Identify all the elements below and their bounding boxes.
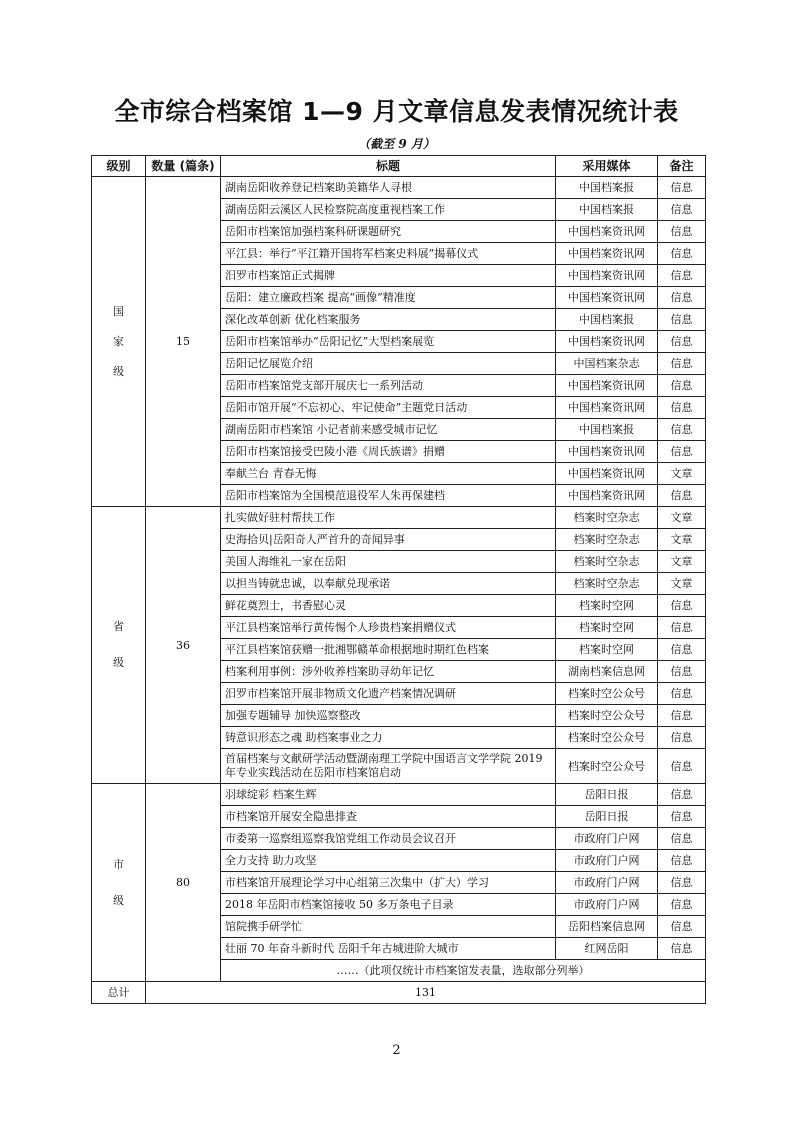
header-count: 数量 (篇条) xyxy=(146,156,221,177)
remark-cell: 文章 xyxy=(658,463,706,485)
table-row xyxy=(92,784,706,806)
article-title-cell: 深化改革创新 优化档案服务 xyxy=(221,309,556,331)
level-char: 级 xyxy=(113,364,124,378)
article-title-cell: 岳阳：建立廉政档案 提高“画像”精准度 xyxy=(221,287,556,309)
remark-cell: 文章 xyxy=(658,551,706,573)
remark-cell: 信息 xyxy=(658,287,706,309)
article-title-cell: 壮丽 70 年奋斗新时代 岳阳千年古城进阶大城市 xyxy=(221,938,556,960)
media-cell: 档案时空网 xyxy=(556,617,658,639)
article-title-cell: 铸意识形态之魂 助档案事业之力 xyxy=(221,727,556,749)
media-cell: 岳阳日报 xyxy=(556,806,658,828)
header-article: 标题 xyxy=(221,156,556,177)
article-title-cell: 湖南岳阳云溪区人民检察院高度重视档案工作 xyxy=(221,199,556,221)
media-cell: 中国档案资讯网 xyxy=(556,485,658,507)
article-title-cell: 扎实做好驻村帮扶工作 xyxy=(221,507,556,529)
article-title-cell: 岳阳记忆展览介绍 xyxy=(221,353,556,375)
table-body xyxy=(92,177,706,1004)
remark-cell: 文章 xyxy=(658,529,706,551)
remark-cell: 信息 xyxy=(658,265,706,287)
page-subtitle: （截至 9 月） xyxy=(358,137,435,151)
remark-cell: 信息 xyxy=(658,177,706,199)
level-cell xyxy=(92,784,146,982)
article-title-cell: 岳阳市档案馆接受巴陵小港《周氏族谱》捐赠 xyxy=(221,441,556,463)
media-cell: 档案时空杂志 xyxy=(556,573,658,595)
article-title-cell: 馆院携手研学忙 xyxy=(221,916,556,938)
article-title-cell: 奉献兰台 青春无悔 xyxy=(221,463,556,485)
article-title-cell: 岳阳市档案馆举办“岳阳记忆”大型档案展览 xyxy=(221,331,556,353)
article-title-cell: 湖南岳阳收养登记档案助美籍华人寻根 xyxy=(221,177,556,199)
media-cell: 市政府门户网 xyxy=(556,872,658,894)
header-level: 级别 xyxy=(92,156,146,177)
media-cell: 红网岳阳 xyxy=(556,938,658,960)
media-cell: 档案时空杂志 xyxy=(556,529,658,551)
remark-cell: 信息 xyxy=(658,595,706,617)
page-number: 2 xyxy=(392,1043,401,1058)
media-cell: 档案时空公众号 xyxy=(556,727,658,749)
article-title-cell: 档案利用事例：涉外收养档案助寻幼年记忆 xyxy=(221,661,556,683)
remark-cell: 信息 xyxy=(658,375,706,397)
remark-cell: 信息 xyxy=(658,419,706,441)
article-title-cell: 2018 年岳阳市档案馆接收 50 多万条电子目录 xyxy=(221,894,556,916)
header-media: 采用媒体 xyxy=(556,156,658,177)
remark-cell: 信息 xyxy=(658,331,706,353)
media-cell: 档案时空公众号 xyxy=(556,749,658,784)
level-char: 国 xyxy=(113,304,124,318)
level-char: 级 xyxy=(113,656,124,669)
level-cell xyxy=(92,177,146,507)
header-remark: 备注 xyxy=(658,156,706,177)
media-cell: 中国档案资讯网 xyxy=(556,221,658,243)
media-cell: 中国档案报 xyxy=(556,309,658,331)
table-row xyxy=(92,177,706,199)
remark-cell: 信息 xyxy=(658,199,706,221)
remark-cell: 信息 xyxy=(658,639,706,661)
remark-cell: 信息 xyxy=(658,309,706,331)
remark-cell: 信息 xyxy=(658,441,706,463)
level-char: 家 xyxy=(113,334,124,348)
remark-cell: 信息 xyxy=(658,617,706,639)
article-title-cell: 岳阳市档案馆党支部开展庆七一系列活动 xyxy=(221,375,556,397)
article-title-cell: 市档案馆开展理论学习中心组第三次集中（扩大）学习 xyxy=(221,872,556,894)
article-title-cell: 美国人海维礼一家在岳阳 xyxy=(221,551,556,573)
statistics-table xyxy=(91,155,706,1004)
remark-cell: 信息 xyxy=(658,938,706,960)
remark-cell: 信息 xyxy=(658,661,706,683)
media-cell: 中国档案资讯网 xyxy=(556,243,658,265)
media-cell: 档案时空公众号 xyxy=(556,683,658,705)
remark-cell: 文章 xyxy=(658,507,706,529)
article-title-cell: 以担当铸就忠诚，以奉献兑现承诺 xyxy=(221,573,556,595)
media-cell: 档案时空杂志 xyxy=(556,551,658,573)
article-title-cell: 史海拾贝|岳阳奇人严首升的奇闻异事 xyxy=(221,529,556,551)
remark-cell: 信息 xyxy=(658,397,706,419)
article-title-cell: 加强专题辅导 加快巡察整改 xyxy=(221,705,556,727)
media-cell: 中国档案资讯网 xyxy=(556,331,658,353)
media-cell: 中国档案资讯网 xyxy=(556,287,658,309)
page-title: 全市综合档案馆 1—9 月文章信息发表情况统计表 xyxy=(114,97,679,126)
article-title-cell: 羽球绽彩 档案生辉 xyxy=(221,784,556,806)
article-title-cell: 岳阳市档案馆为全国模范退役军人朱再保建档 xyxy=(221,485,556,507)
level-cell xyxy=(92,507,146,784)
level-char: 级 xyxy=(113,893,124,907)
media-cell: 市政府门户网 xyxy=(556,828,658,850)
remark-cell: 信息 xyxy=(658,727,706,749)
remark-cell: 信息 xyxy=(658,894,706,916)
article-title-cell: 平江县档案馆举行黄传惕个人珍贵档案捐赠仪式 xyxy=(221,617,556,639)
remark-cell: 信息 xyxy=(658,784,706,806)
article-title-cell: 市委第一巡察组巡察我馆党组工作动员会议召开 xyxy=(221,828,556,850)
media-cell: 中国档案资讯网 xyxy=(556,375,658,397)
remark-cell: 信息 xyxy=(658,749,706,784)
article-title-cell: 平江县：举行“平江籍开国将军档案史料展”揭幕仪式 xyxy=(221,243,556,265)
article-title-cell: 汨罗市档案馆正式揭牌 xyxy=(221,265,556,287)
table-row xyxy=(92,507,706,529)
remark-cell: 信息 xyxy=(658,828,706,850)
media-cell: 中国档案资讯网 xyxy=(556,397,658,419)
count-cell: 15 xyxy=(146,177,221,507)
media-cell: 中国档案资讯网 xyxy=(556,441,658,463)
count-cell: 36 xyxy=(146,507,221,784)
remark-cell: 信息 xyxy=(658,872,706,894)
remark-cell: 信息 xyxy=(658,705,706,727)
remark-cell: 文章 xyxy=(658,573,706,595)
media-cell: 档案时空公众号 xyxy=(556,705,658,727)
article-title-cell: 湖南岳阳市档案馆 小记者前来感受城市记忆 xyxy=(221,419,556,441)
media-cell: 岳阳档案信息网 xyxy=(556,916,658,938)
header-row xyxy=(92,156,706,177)
total-value: 131 xyxy=(146,982,706,1004)
media-cell: 市政府门户网 xyxy=(556,850,658,872)
article-title-cell: 岳阳市馆开展“不忘初心、牢记使命”主题党日活动 xyxy=(221,397,556,419)
media-cell: 中国档案资讯网 xyxy=(556,463,658,485)
media-cell: 市政府门户网 xyxy=(556,894,658,916)
level-char: 省 xyxy=(113,620,124,633)
media-cell: 岳阳日报 xyxy=(556,784,658,806)
article-title-cell: 岳阳市档案馆加强档案科研课题研究 xyxy=(221,221,556,243)
remark-cell: 信息 xyxy=(658,353,706,375)
article-title-cell: 鲜花奠烈士，书香慰心灵 xyxy=(221,595,556,617)
article-title-cell: 市档案馆开展安全隐患排查 xyxy=(221,806,556,828)
media-cell: 档案时空网 xyxy=(556,639,658,661)
level-char: 市 xyxy=(113,857,124,871)
media-cell: 湖南档案信息网 xyxy=(556,661,658,683)
remark-cell: 信息 xyxy=(658,485,706,507)
media-cell: 中国档案杂志 xyxy=(556,353,658,375)
count-cell: 80 xyxy=(146,784,221,982)
media-cell: 中国档案报 xyxy=(556,177,658,199)
article-title-cell: 汨罗市档案馆开展非物质文化遗产档案情况调研 xyxy=(221,683,556,705)
media-cell: 中国档案报 xyxy=(556,199,658,221)
remark-cell: 信息 xyxy=(658,243,706,265)
remark-cell: 信息 xyxy=(658,806,706,828)
media-cell: 中国档案报 xyxy=(556,419,658,441)
note-cell: ……（此项仅统计市档案馆发表量，选取部分列举） xyxy=(221,960,706,982)
total-label: 总计 xyxy=(92,982,146,1004)
media-cell: 档案时空杂志 xyxy=(556,507,658,529)
article-title-cell: 首届档案与文献研学活动暨湖南理工学院中国语言文学学院 2019 年专业实践活动在岳阳市档案馆启动 xyxy=(221,749,556,784)
remark-cell: 信息 xyxy=(658,850,706,872)
article-title-cell: 全力支持 助力攻坚 xyxy=(221,850,556,872)
article-title-cell: 平江县档案馆获赠一批湘鄂赣革命根据地时期红色档案 xyxy=(221,639,556,661)
media-cell: 中国档案资讯网 xyxy=(556,265,658,287)
remark-cell: 信息 xyxy=(658,683,706,705)
media-cell: 档案时空网 xyxy=(556,595,658,617)
remark-cell: 信息 xyxy=(658,916,706,938)
total-row xyxy=(92,982,706,1004)
remark-cell: 信息 xyxy=(658,221,706,243)
